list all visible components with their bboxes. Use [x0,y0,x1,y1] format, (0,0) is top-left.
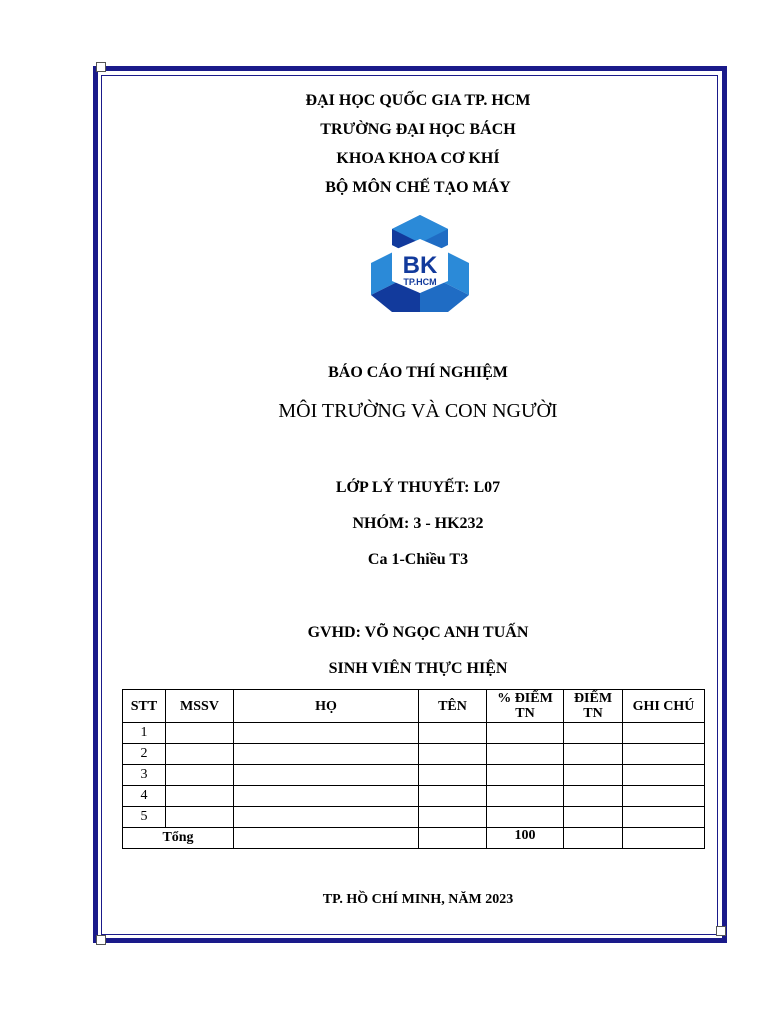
footer-place-year: TP. HỒ CHÍ MINH, NĂM 2023 [322,892,514,907]
row-note [623,723,705,744]
row-score [564,765,623,786]
row-note [623,807,705,828]
col-header-note: GHI CHÚ [623,690,705,723]
table-row [123,744,705,765]
table-row [123,765,705,786]
row-ten [419,744,487,765]
logo-sub-text: TP.HCM [403,277,437,287]
corner-mark-top-left [96,62,106,72]
row-percent [487,786,564,807]
header-faculty: KHOA KHOA CƠ KHÍ [336,150,500,167]
students-heading: SINH VIÊN THỰC HIỆN [328,660,508,677]
corner-mark-bottom-left [96,935,106,945]
row-stt: 2 [123,744,166,765]
total-label: Tổng [123,828,234,849]
col-header-ten: TÊN [419,690,487,723]
row-mssv [166,786,234,807]
row-percent [487,807,564,828]
table-total-row [123,828,705,849]
report-type: BÁO CÁO THÍ NGHIỆM [328,364,508,381]
row-mssv [166,723,234,744]
col-header-score: ĐIỂM TN [564,690,623,723]
total-ho [234,828,419,849]
row-ho [234,744,419,765]
total-ten [419,828,487,849]
row-stt: 4 [123,786,166,807]
table-row [123,723,705,744]
total-note [623,828,705,849]
row-stt: 5 [123,807,166,828]
col-header-mssv: MSSV [166,690,234,723]
row-score [564,723,623,744]
page-border-right-line [722,75,723,935]
row-score [564,807,623,828]
total-score [564,828,623,849]
row-score [564,786,623,807]
row-ten [419,807,487,828]
corner-mark-bottom-right [716,926,726,936]
row-mssv [166,807,234,828]
row-stt: 1 [123,723,166,744]
table-row [123,786,705,807]
row-percent [487,765,564,786]
instructor-info: GVHD: VÕ NGỌC ANH TUẤN [307,624,529,641]
col-header-stt: STT [123,690,166,723]
session-info: Ca 1-Chiều T3 [367,551,469,568]
row-mssv [166,765,234,786]
row-ho [234,786,419,807]
row-ho [234,807,419,828]
row-ho [234,723,419,744]
row-note [623,786,705,807]
header-department: BỘ MÔN CHẾ TẠO MÁY [325,179,511,196]
row-ho [234,765,419,786]
members-table [122,689,705,849]
row-stt: 3 [123,765,166,786]
group-info: NHÓM: 3 - HK232 [352,515,484,532]
page-border-bottom-line [101,938,723,939]
header-school: TRƯỜNG ĐẠI HỌC BÁCH [320,121,516,138]
row-percent [487,744,564,765]
row-note [623,765,705,786]
row-score [564,744,623,765]
table-row [123,807,705,828]
bk-logo [369,215,471,312]
col-header-percent-score: % ĐIỂM TN [487,690,564,723]
header-university: ĐẠI HỌC QUỐC GIA TP. HCM [305,92,531,109]
row-percent [487,723,564,744]
class-info: LỚP LÝ THUYẾT: L07 [335,479,501,496]
row-ten [419,786,487,807]
total-percent: 100 [487,828,564,849]
col-header-ho: HỌ [234,690,419,723]
row-ten [419,723,487,744]
logo-main-text: BK [402,252,438,279]
report-subject: MÔI TRƯỜNG VÀ CON NGƯỜI [278,400,558,422]
row-note [623,744,705,765]
table-header-row [123,690,705,723]
row-mssv [166,744,234,765]
row-ten [419,765,487,786]
